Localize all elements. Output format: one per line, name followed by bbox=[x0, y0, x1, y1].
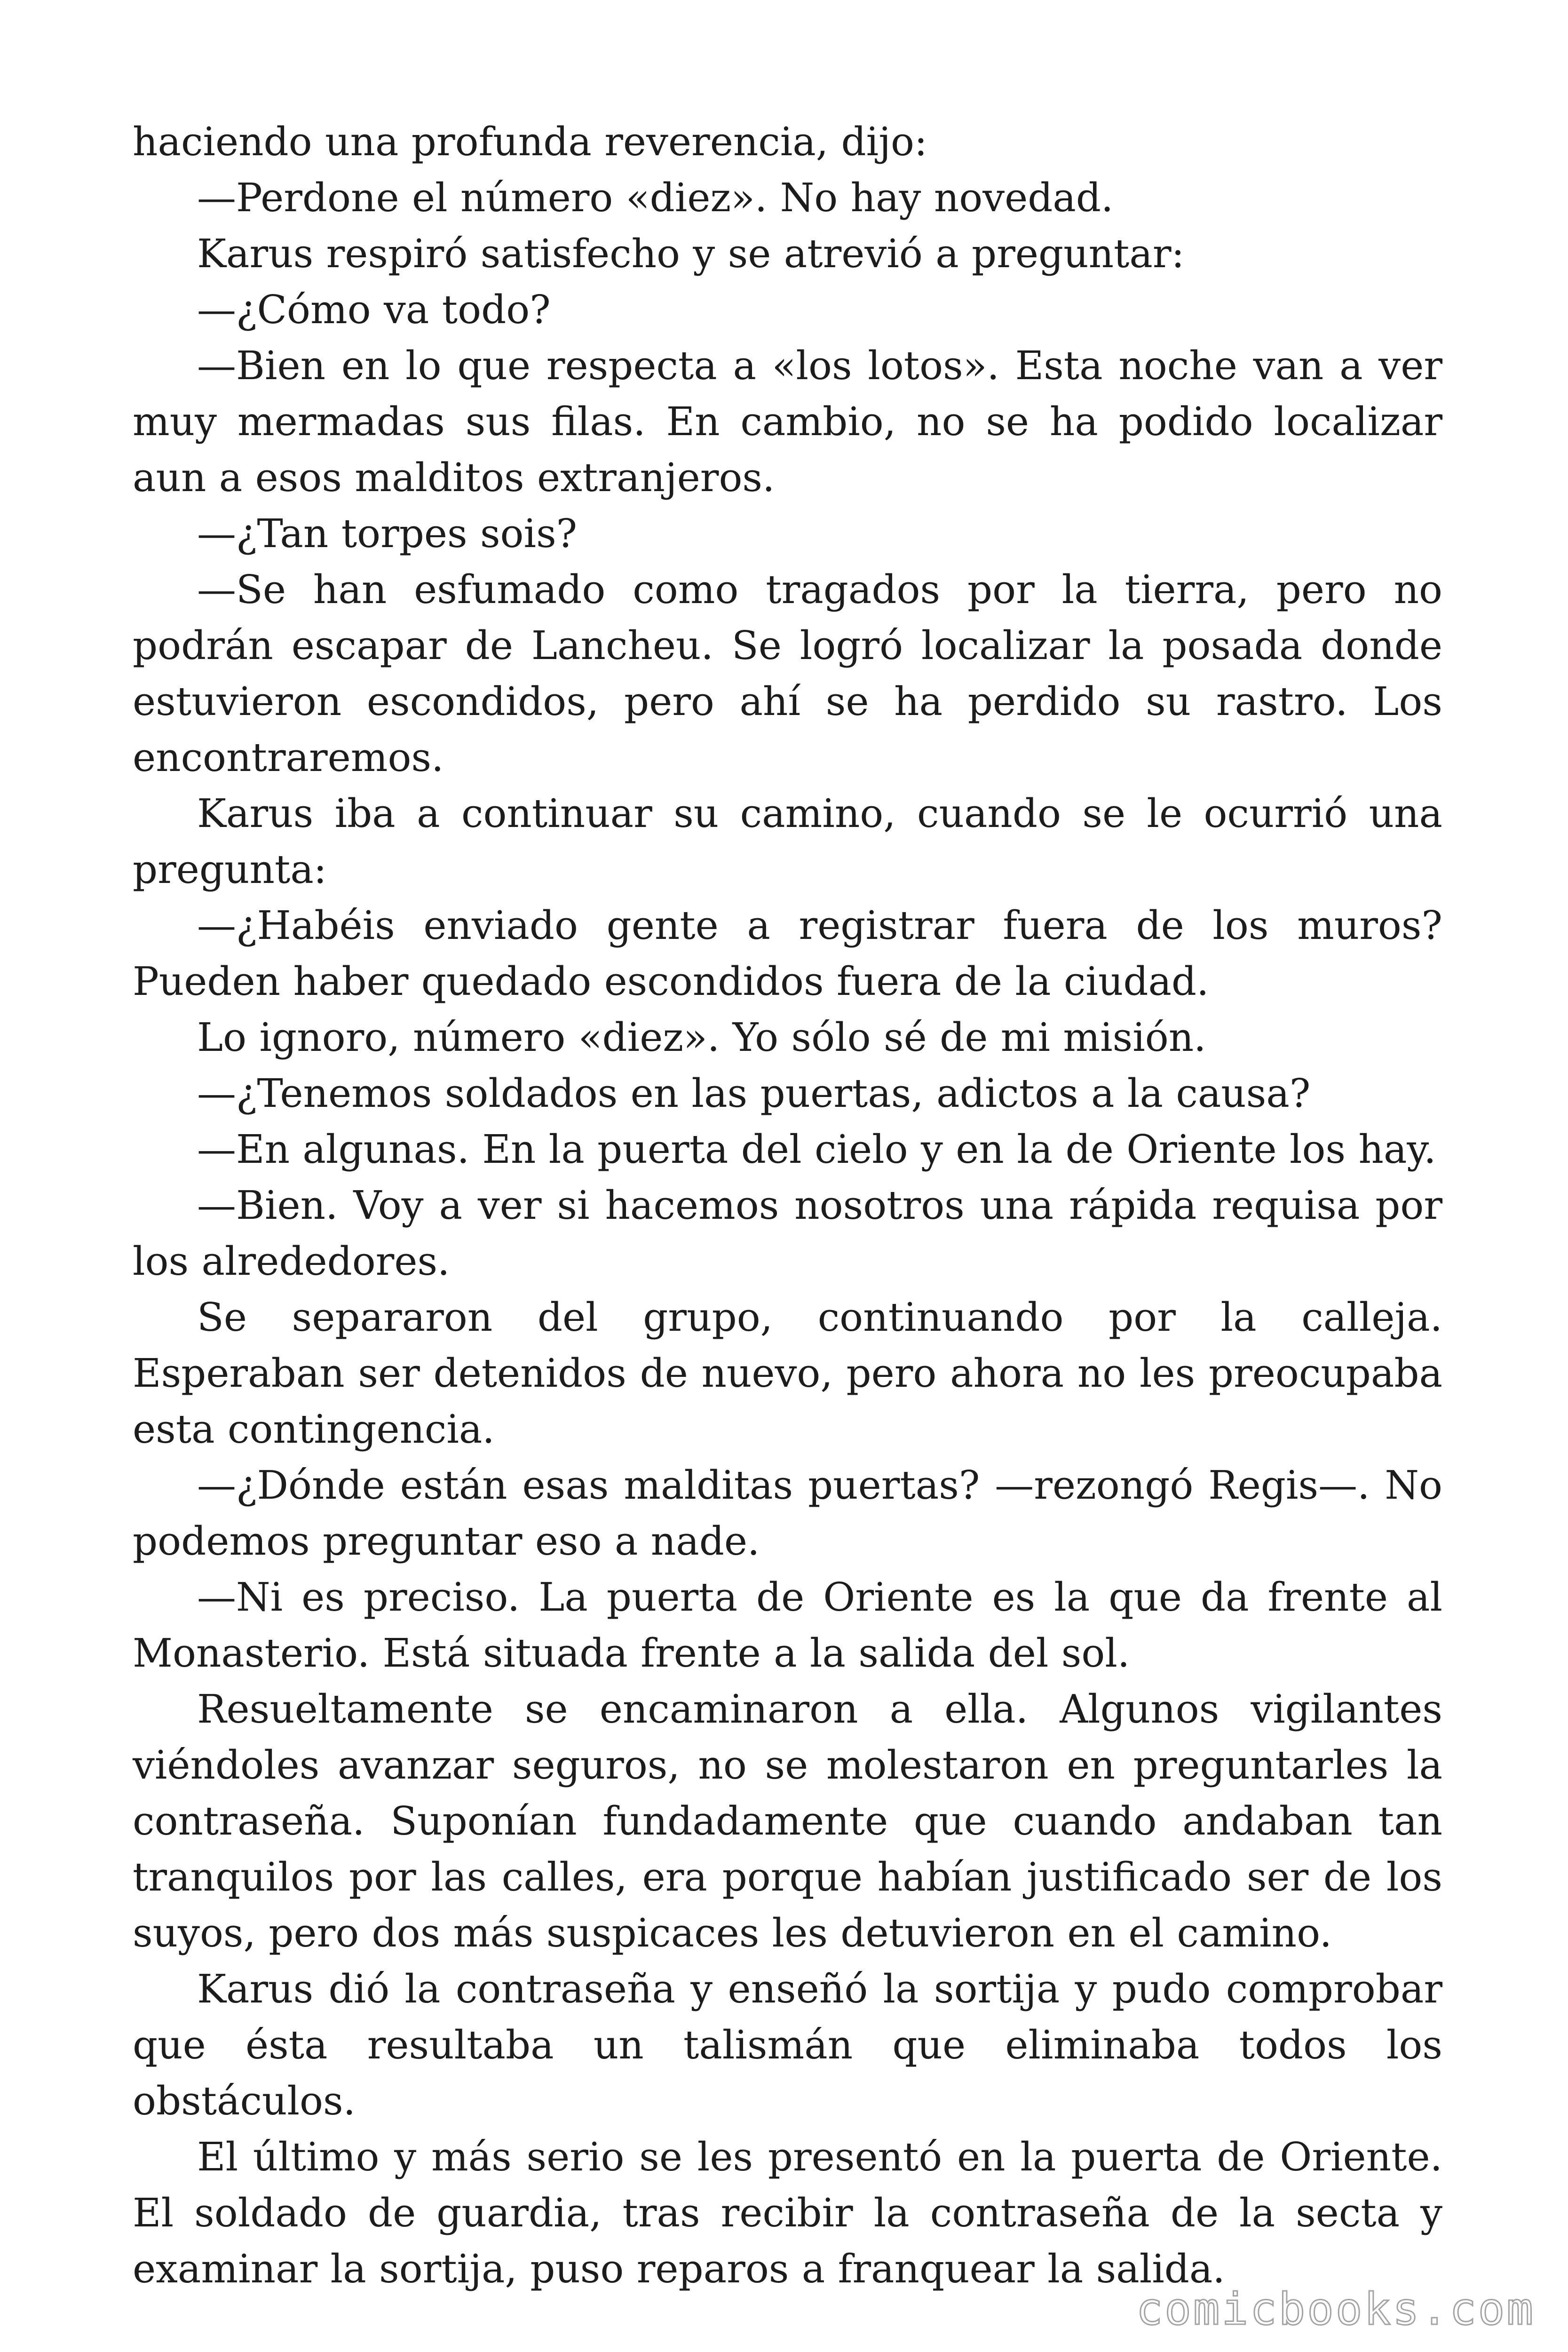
paragraph: Se separaron del grupo, continuando por la calleja. Esperaban ser detenidos de nuevo, pero ahora no les preocupaba esta contingencia. bbox=[133, 1295, 1442, 1452]
paragraph: —En algunas. En la puerta del cielo y en la de Oriente los hay. bbox=[197, 1127, 1436, 1172]
paragraph: —¿Habéis enviado gente a registrar fuera de los muros? Pueden haber quedado escondidos fuera de la ciudad. bbox=[133, 903, 1442, 1004]
paragraph: —Perdone el número «diez». No hay novedad. bbox=[197, 175, 1114, 221]
paragraph: Lo ignoro, número «diez». Yo sólo sé de mi misión. bbox=[197, 1015, 1206, 1060]
paragraph: Resueltamente se encaminaron a ella. Algunos vigilantes viéndoles avanzar seguros, no se molestaron en preguntarles la contraseña. Suponían fundadamente que cuando andaban tan tranquilos por las calles, era porque habían justificado ser de los suyos, pero dos más suspicaces les detuvieron en el camino. bbox=[133, 1686, 1442, 1956]
book-page-text bbox=[133, 114, 1442, 2297]
paragraph: —¿Tenemos soldados en las puertas, adictos a la causa? bbox=[197, 1071, 1311, 1116]
paragraph: Karus respiró satisfecho y se atrevió a preguntar: bbox=[197, 231, 1185, 277]
watermark-logo: comicbooks.com bbox=[1136, 2284, 1535, 2335]
paragraph: haciendo una profunda reverencia, dijo: bbox=[133, 119, 927, 165]
paragraph: El último y más serio se les presentó en la puerta de Oriente. El soldado de guardia, tras recibir la contraseña de la secta y examinar la sortija, puso reparos a franquear la salida. bbox=[133, 2134, 1442, 2292]
paragraph: —Se han esfumado como tragados por la tierra, pero no podrán escapar de Lancheu. Se logró localizar la posada donde estuvieron escondidos, pero ahí se ha perdido su rastro. Los encontraremos. bbox=[133, 567, 1442, 780]
paragraph: —¿Dónde están esas malditas puertas? —rezongó Regis—. No podemos preguntar eso a nade. bbox=[133, 1462, 1442, 1564]
paragraph: —Bien. Voy a ver si hacemos nosotros una rápida requisa por los alrededores. bbox=[133, 1183, 1442, 1284]
paragraph: —¿Tan torpes sois? bbox=[197, 511, 578, 556]
paragraph: —¿Cómo va todo? bbox=[197, 287, 551, 333]
paragraph: Karus dió la contraseña y enseñó la sortija y pudo comprobar que ésta resultaba un talismán que eliminaba todos los obstáculos. bbox=[133, 1966, 1442, 2124]
paragraph: —Ni es preciso. La puerta de Oriente es la que da frente al Monasterio. Está situada frente a la salida del sol. bbox=[133, 1574, 1442, 1676]
paragraph: Karus iba a continuar su camino, cuando se le ocurrió una pregunta: bbox=[133, 791, 1442, 892]
paragraph: —Bien en lo que respecta a «los lotos». Esta noche van a ver muy mermadas sus filas. En cambio, no se ha podido localizar aun a esos malditos extranjeros. bbox=[133, 343, 1442, 501]
